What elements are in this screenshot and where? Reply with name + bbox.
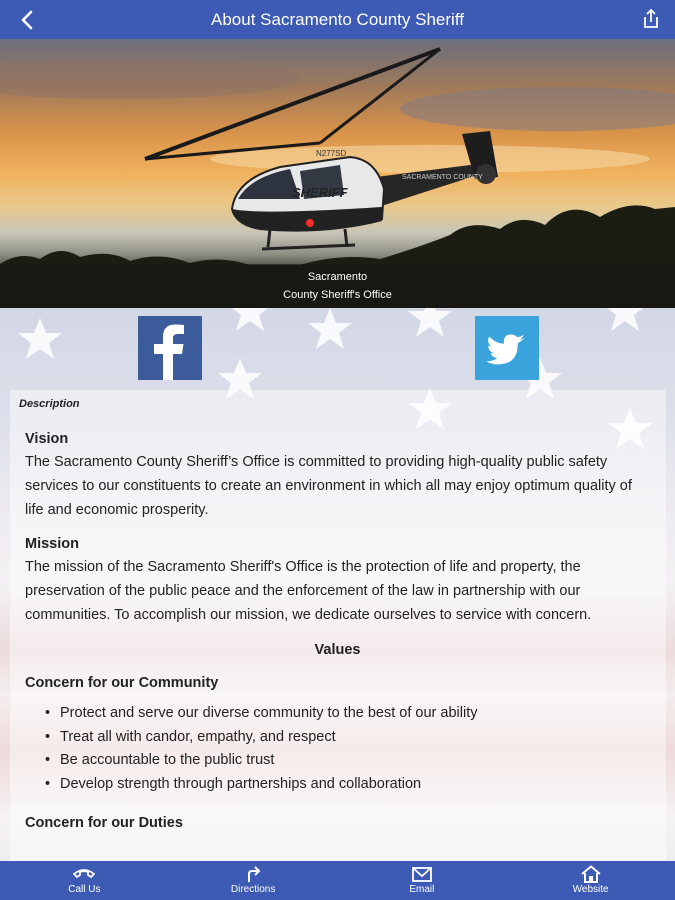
helicopter-sheriff-text: SHERIFF bbox=[292, 185, 348, 200]
nav-label: Email bbox=[409, 884, 435, 895]
vision-text: The Sacramento County Sheriff’s Office is committed to providing high-quality public safety services to our constituents to create an environment in which all may enjoy optimum quality of life and economic prosperity. bbox=[25, 454, 632, 518]
vision-heading: Vision bbox=[25, 431, 69, 447]
email-button[interactable] bbox=[338, 861, 507, 900]
community-heading: Concern for our Community bbox=[25, 675, 219, 691]
page-title: About Sacramento County Sheriff bbox=[211, 10, 464, 29]
list-item: • Develop strength through partnerships and collaboration bbox=[60, 773, 650, 797]
svg-text:SACRAMENTO COUNTY: SACRAMENTO COUNTY bbox=[402, 174, 483, 181]
call-us-button[interactable] bbox=[0, 861, 169, 900]
nav-label: Call Us bbox=[68, 884, 101, 895]
community-list bbox=[60, 702, 650, 796]
bottom-navigation bbox=[0, 861, 675, 900]
hero-caption bbox=[0, 264, 675, 308]
directions-icon bbox=[241, 865, 265, 883]
tail-number: N277SD bbox=[316, 149, 347, 158]
hero-caption-line1: Sacramento bbox=[307, 271, 368, 283]
description-body bbox=[25, 428, 650, 834]
hero-caption-line2: County Sheriff's Office bbox=[283, 289, 392, 301]
share-icon[interactable] bbox=[639, 7, 663, 31]
website-button[interactable] bbox=[506, 861, 675, 900]
twitter-icon bbox=[475, 316, 539, 380]
facebook-button[interactable] bbox=[138, 316, 202, 380]
facebook-icon bbox=[138, 316, 202, 380]
list-item: • Be accountable to the public trust bbox=[60, 749, 650, 773]
description-label: Description bbox=[19, 398, 80, 410]
top-app-bar bbox=[0, 0, 675, 39]
mission-text: The mission of the Sacramento Sheriff's Office is the protection of life and property, the preservation of the public peace and the enforcement of the law in partnership with our communities. To accomplish our mission, we dedicate ourselves to service with concern. bbox=[25, 559, 592, 623]
values-heading: Values bbox=[314, 642, 361, 658]
nav-label: Directions bbox=[230, 884, 276, 895]
hero-image bbox=[0, 39, 675, 308]
directions-button[interactable] bbox=[169, 861, 338, 900]
list-item: • Protect and serve our diverse community to the best of our ability bbox=[60, 702, 650, 726]
mission-heading: Mission bbox=[25, 536, 79, 552]
phone-icon bbox=[72, 865, 96, 883]
list-item: • Treat all with candor, empathy, and respect bbox=[60, 726, 650, 750]
nav-label: Website bbox=[572, 884, 609, 895]
twitter-button[interactable] bbox=[475, 316, 539, 380]
home-icon bbox=[579, 865, 603, 883]
duties-heading: Concern for our Duties bbox=[25, 815, 183, 831]
email-icon bbox=[410, 865, 434, 883]
